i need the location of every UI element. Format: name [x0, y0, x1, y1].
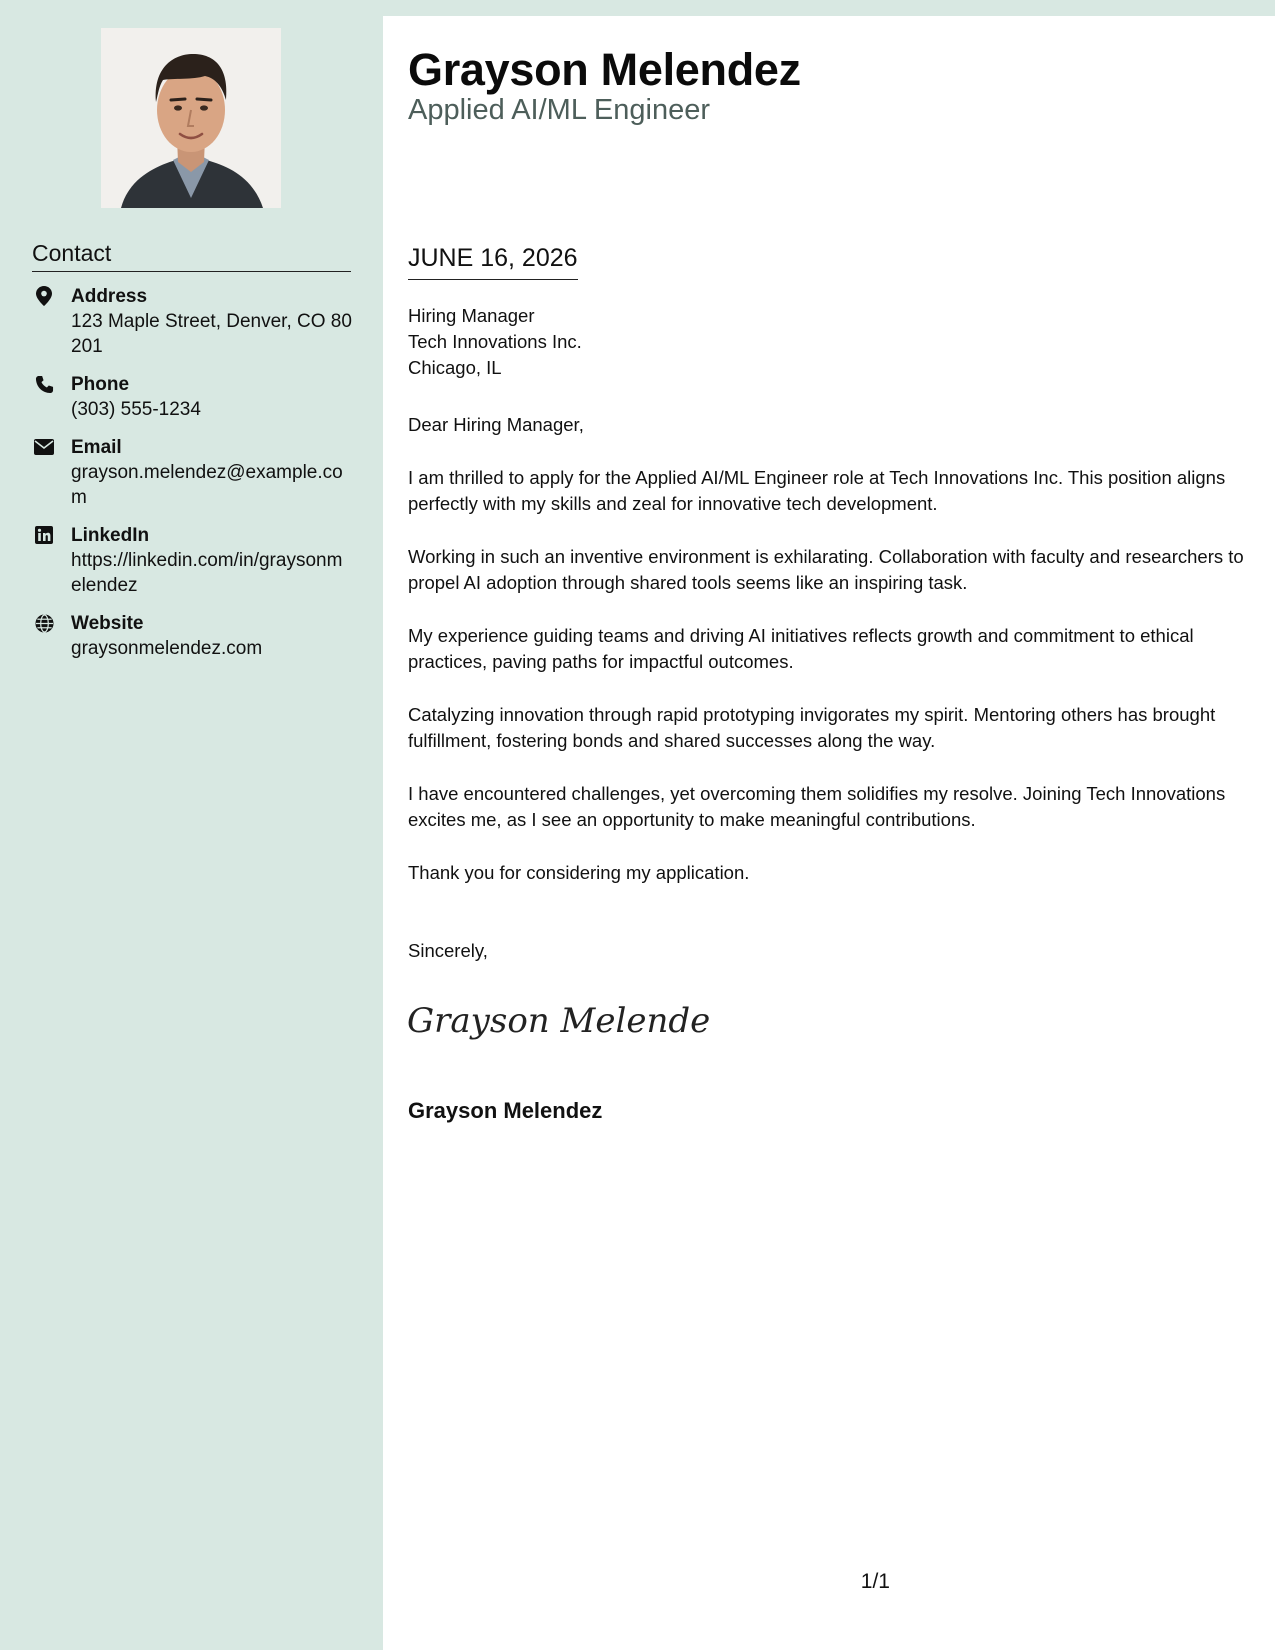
recipient-line: Chicago, IL — [408, 357, 502, 378]
page-number: 1/1 — [860, 1570, 890, 1593]
paragraph: Catalyzing innovation through rapid prototyping invigorates my spirit. Mentoring others has brought fulfillment, fostering bonds and shared successes along the way. — [408, 703, 1216, 751]
contact-item-address — [32, 284, 352, 359]
contact-item-website — [32, 611, 352, 661]
sidebar — [0, 0, 383, 1650]
recipient-block — [408, 303, 582, 381]
phone-value: (303) 555-1234 — [71, 399, 201, 420]
email-value: grayson.melendez@example.com — [71, 462, 343, 508]
website-label: Website — [71, 613, 144, 634]
portrait-image — [101, 28, 281, 208]
linkedin-value[interactable]: https://linkedin.com/in/graysonmelendez — [71, 550, 343, 596]
email-label: Email — [71, 437, 122, 458]
linkedin-icon — [34, 525, 54, 545]
paragraph: My experience guiding teams and driving AI initiatives reflects growth and commitment to ethical practices, paving paths for impactful outcomes. — [408, 624, 1194, 672]
contact-heading: Contact — [32, 240, 351, 272]
paragraph: I am thrilled to apply for the Applied AI/ML Engineer role at Tech Innovations Inc. This position aligns perfectly with my skills and zeal for innovative tech development. — [408, 466, 1226, 514]
contact-list — [32, 284, 352, 674]
letter-content — [408, 412, 1250, 912]
header-role: Applied AI/ML Engineer — [408, 94, 711, 126]
paragraph: I have encountered challenges, yet overcoming them solidifies my resolve. Joining Tech Innovations excites me, as I see an opportunity to make meaningful contributions. — [408, 782, 1226, 830]
address-value: 123 Maple Street, Denver, CO 80201 — [71, 311, 352, 357]
avatar — [101, 28, 281, 208]
website-value[interactable]: graysonmelendez.com — [71, 638, 263, 659]
linkedin-label: LinkedIn — [71, 525, 150, 546]
paragraph: Working in such an inventive environment is exhilarating. Collaboration with faculty and researchers to propel AI adoption through shared tools seems like an inspiring task. — [408, 545, 1244, 593]
globe-icon — [34, 613, 54, 633]
contact-item-phone — [32, 372, 352, 422]
contact-item-linkedin — [32, 523, 352, 598]
address-label: Address — [71, 286, 148, 307]
signer-name: Grayson Melendez — [408, 1098, 603, 1123]
letter-date: JUNE 16, 2026 — [408, 244, 578, 280]
salutation: Dear Hiring Manager, — [408, 414, 584, 435]
signature-image — [403, 990, 711, 1055]
contact-item-email — [32, 435, 352, 510]
signature-text: Grayson Melende — [407, 1001, 711, 1041]
recipient-line: Hiring Manager — [408, 305, 535, 326]
header-name: Grayson Melendez — [408, 44, 801, 95]
closing: Sincerely, — [408, 940, 488, 961]
recipient-line: Tech Innovations Inc. — [408, 331, 582, 352]
map-pin-icon — [34, 286, 54, 306]
paragraph: Thank you for considering my application. — [408, 861, 750, 883]
envelope-icon — [34, 437, 54, 457]
phone-icon — [34, 374, 54, 394]
phone-label: Phone — [71, 374, 130, 395]
letter-body — [383, 16, 1275, 1650]
